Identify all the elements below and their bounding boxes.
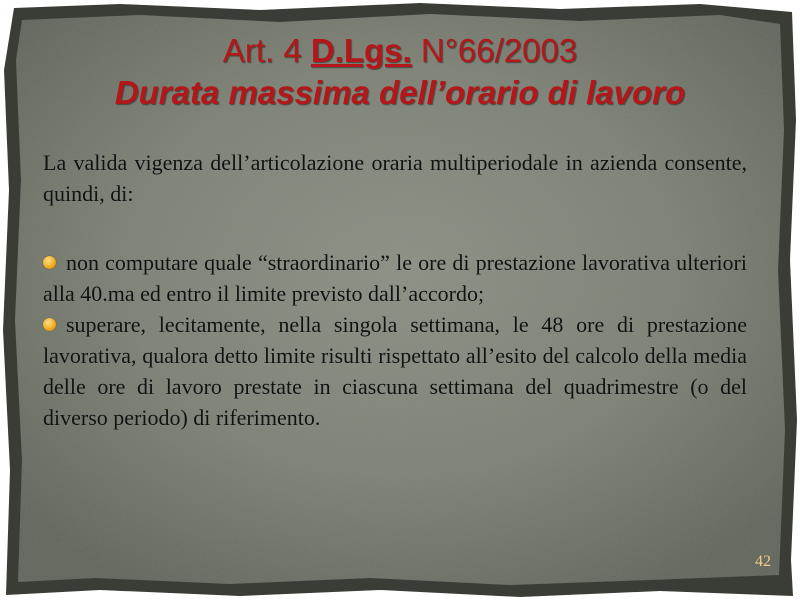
slide-body: [43, 147, 747, 433]
intro-paragraph: La valida vigenza dell’articolazione oraria multiperiodale in azienda consente, quindi, di:: [43, 150, 747, 206]
bullet-text-2: superare, lecitamente, nella singola settimana, le 48 ore di prestazione lavorativa, qualora detto limite risulti rispettato all’esito del calcolo della media delle ore di lavoro prestate in ciascuna settimana del quadrimestre (o del diverso periodo) di riferimento.: [43, 312, 747, 430]
title-line-1: [0, 30, 800, 72]
bullet-dot-icon: [43, 318, 56, 331]
title-underlined: D.Lgs.: [310, 32, 412, 69]
title-part-1: Art. 4: [222, 32, 311, 69]
bullet-text-1: non computare quale “straordinario” le ore di prestazione lavorativa ulteriori alla 40.ma ed entro il limite previsto dall’accordo;: [43, 250, 747, 306]
bullet-item-2: [43, 309, 747, 433]
page-number: 42: [755, 553, 771, 570]
bullet-dot-icon: [43, 256, 56, 269]
bullet-item-1: [43, 247, 747, 309]
title-part-2: N°66/2003: [411, 32, 578, 69]
slide-title: [0, 30, 800, 114]
slide-subtitle: Durata massima dell’orario di lavoro: [114, 74, 686, 111]
